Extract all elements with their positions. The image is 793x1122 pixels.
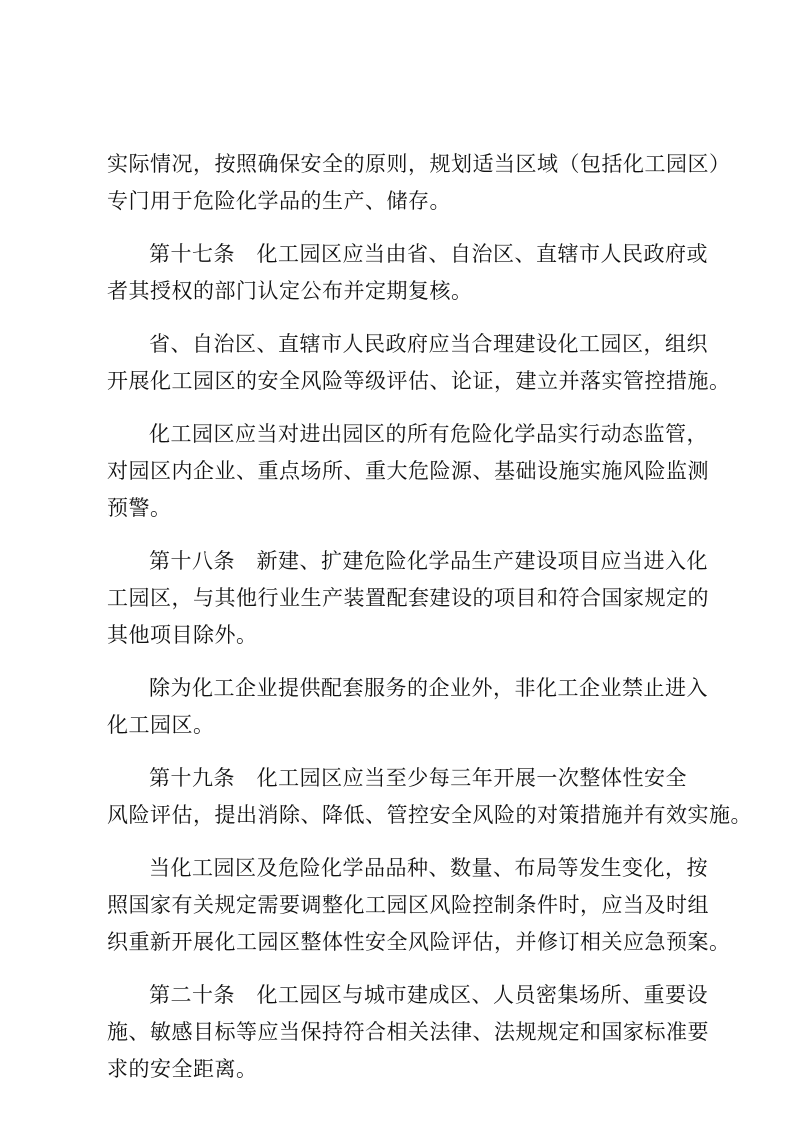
text-line: 化工园区应当对进出园区的所有危险化学品实行动态监管，	[149, 422, 708, 446]
text-line: 风险评估，提出消除、降低、管控安全风险的对策措施并有效实施。	[107, 803, 752, 827]
article-18-heading-line: 第十八条 新建、扩建危险化学品生产建设项目应当进入化	[149, 549, 708, 573]
text-line: 对园区内企业、重点场所、重大危险源、基础设施实施风险监测	[107, 459, 709, 483]
text-line: 施、敏感目标等应当保持符合相关法律、法规规定和国家标准要	[107, 1020, 709, 1044]
text-line: 开展化工园区的安全风险等级评估、论证，建立并落实管控措施。	[107, 369, 731, 393]
text-line: 照国家有关规定需要调整化工园区风险控制条件时，应当及时组	[107, 893, 709, 917]
text-line: 除为化工企业提供配套服务的企业外，非化工企业禁止进入	[149, 676, 708, 700]
text-line: 当化工园区及危险化学品品种、数量、布局等发生变化，按	[149, 856, 708, 880]
text-line: 专门用于危险化学品的生产、储存。	[107, 189, 451, 213]
text-line: 预警。	[107, 496, 172, 520]
text-line: 其他项目除外。	[107, 623, 258, 647]
text-line: 工园区，与其他行业生产装置配套建设的项目和符合国家规定的	[107, 586, 709, 610]
article-20-heading-line: 第二十条 化工园区与城市建成区、人员密集场所、重要设	[149, 983, 708, 1007]
text-line: 化工园区。	[107, 713, 215, 737]
article-19-heading-line: 第十九条 化工园区应当至少每三年开展一次整体性安全	[149, 766, 687, 790]
text-line: 求的安全距离。	[107, 1057, 258, 1081]
document-body	[107, 146, 752, 1088]
text-line: 实际情况，按照确保安全的原则，规划适当区域（包括化工园区）	[107, 152, 731, 176]
article-17-heading-line: 第十七条 化工园区应当由省、自治区、直辖市人民政府或	[149, 242, 708, 266]
text-line: 者其授权的部门认定公布并定期复核。	[107, 279, 473, 303]
text-line: 省、自治区、直辖市人民政府应当合理建设化工园区，组织	[149, 332, 708, 356]
text-line: 织重新开展化工园区整体性安全风险评估，并修订相关应急预案。	[107, 930, 731, 954]
